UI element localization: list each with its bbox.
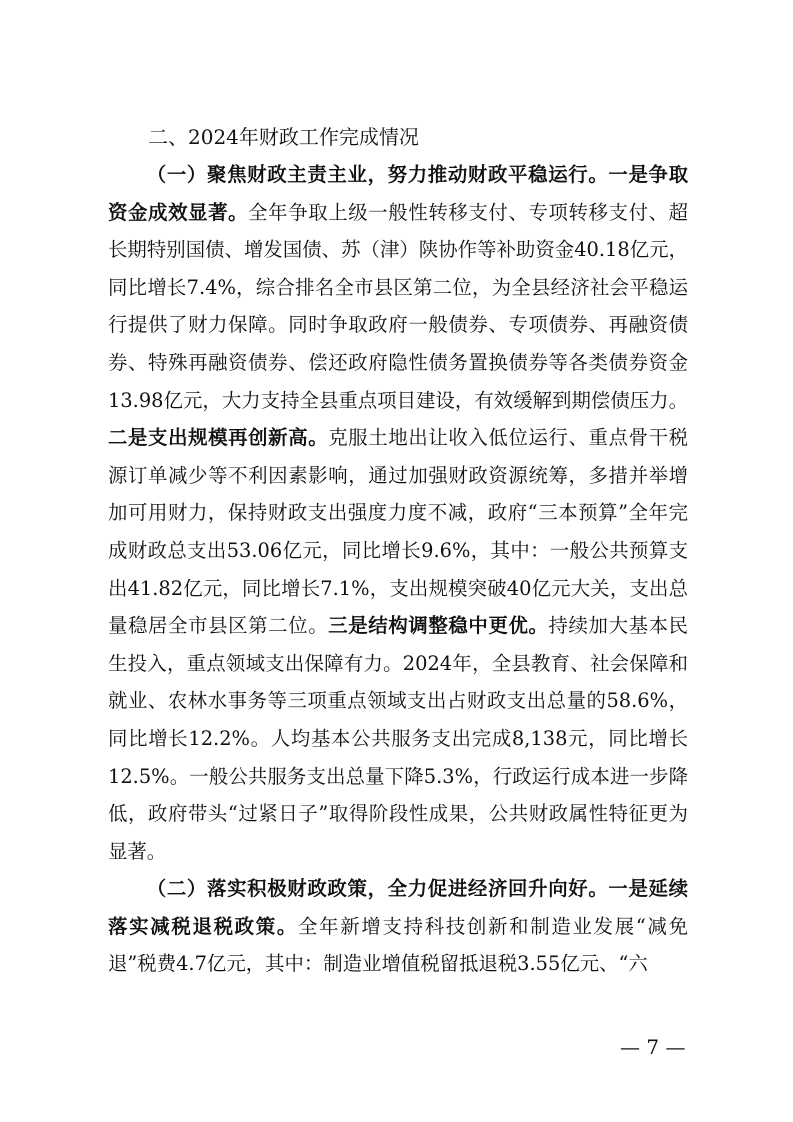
page-number: — 7 — bbox=[620, 1035, 686, 1059]
section-heading: 二、2024年财政工作完成情况 bbox=[148, 125, 419, 149]
document-body bbox=[108, 118, 688, 983]
text-tax-relief: 全年新增支持科技创新和制造业发展“减免退”税费4.7亿元，其中：制造业增值税留抵退税3.55亿元、“六 bbox=[108, 914, 688, 976]
bold-lead-1: （一）聚焦财政主责主业，努力推动财政平稳运行。一是争取资金成效显著。 bbox=[108, 163, 688, 224]
text-structure: 持续加大基本民生投入，重点领域支出保障有力。2024年，全县教育、社会保障和就业、农林水事务等三项重点领域支出占财政支出总量的58.6%，同比增长12.2%。人均基本公共服务支出完成8,138元，同比增长12.5%。一般公共服务支出总量下降5.3%，行政运行成本进一步降低，政府带头“过紧日子”取得阶段性成果，公共财政属性特征更为显著。 bbox=[108, 614, 689, 863]
bold-lead-4: （二）落实积极财政政策，全力促进经济回升向好。一是延续落实减税退税政策。 bbox=[108, 877, 688, 938]
paragraph-fiscal-policy bbox=[108, 870, 688, 983]
text-expenditure: 克服土地出让收入低位运行、重点骨干税源订单减少等不利因素影响，通过加强财政资源统筹，多措并举增加可用财力，保持财政支出强度力度不减，政府“三本预算”全年完成财政总支出53.06亿元，同比增长9.6%，其中：一般公共预算支出41.82亿元，同比增长7.1%，支出规模突破40亿元大关，支出总量稳居全市县区第二位。 bbox=[108, 426, 689, 638]
bold-lead-2: 二是支出规模再创新高。 bbox=[108, 426, 329, 450]
text-fund-raising: 全年争取上级一般性转移支付、专项转移支付、超长期特别国债、增发国债、苏（津）陕协作等补助资金40.18亿元，同比增长7.4%，综合排名全市县区第二位，为全县经济社会平稳运行提供了财力保障。同时争取政府一般债券、专项债券、再融资债券、特殊再融资债券、偿还政府隐性债务置换债券等各类债券资金13.98亿元，大力支持全县重点项目建设，有效缓解到期偿债压力。 bbox=[108, 200, 689, 412]
bold-lead-3: 三是结构调整稳中更优。 bbox=[328, 614, 549, 638]
paragraph-fiscal-operation bbox=[108, 156, 688, 870]
